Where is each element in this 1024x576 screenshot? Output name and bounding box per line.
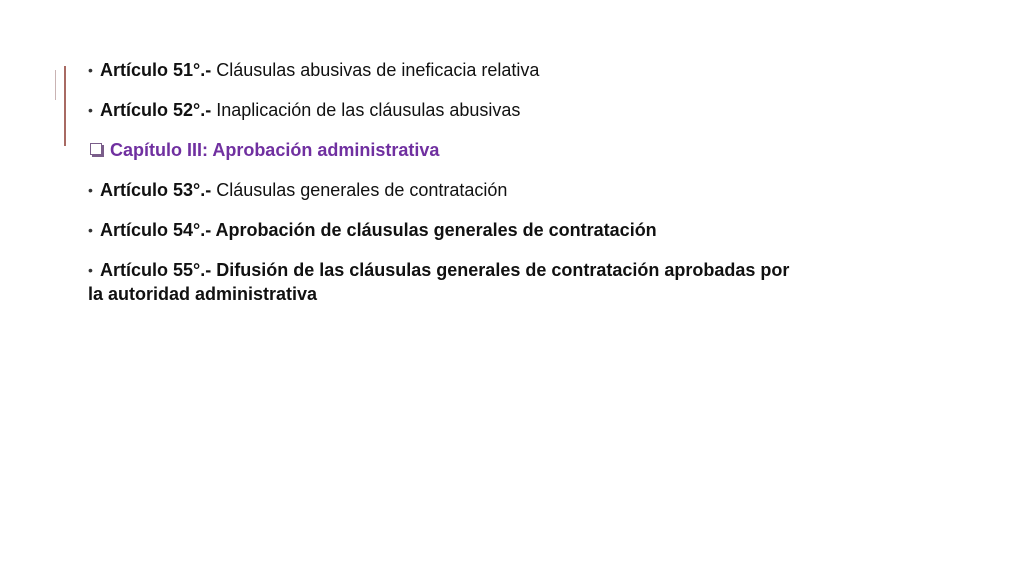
list-item-article-54 (88, 218, 948, 242)
article-label: Artículo 53°.- (100, 180, 212, 200)
article-label: Artículo 51°.- (100, 60, 212, 80)
decorative-line (55, 70, 56, 100)
list-item-article-53 (88, 178, 948, 202)
article-title: Cláusulas generales de contratación (211, 180, 508, 200)
article-label: Artículo 52°.- (100, 100, 212, 120)
article-label-continuation: la autoridad administrativa (88, 284, 318, 304)
checkbox-bullet-icon (90, 143, 102, 155)
chapter-title: Capítulo III: Aprobación administrativa (110, 140, 440, 160)
article-title: Cláusulas abusivas de ineficacia relativa (211, 60, 540, 80)
bullet-list (88, 58, 948, 322)
article-title: Inaplicación de las cláusulas abusivas (211, 100, 521, 120)
list-item-article-52 (88, 98, 948, 122)
decorative-line (64, 66, 66, 146)
article-label: Artículo 55°.- Difusión de las cláusulas generales de contratación aprobadas por (100, 260, 790, 280)
bullet-icon: • (88, 102, 93, 118)
list-item-chapter-3 (88, 138, 948, 162)
list-item-article-51 (88, 58, 948, 82)
bullet-icon: • (88, 182, 93, 198)
article-label: Artículo 54°.- Aprobación de cláusulas generales de contratación (100, 220, 657, 240)
bullet-icon: • (88, 262, 93, 278)
bullet-icon: • (88, 222, 93, 238)
list-item-article-55 (88, 258, 948, 306)
bullet-icon: • (88, 62, 93, 78)
